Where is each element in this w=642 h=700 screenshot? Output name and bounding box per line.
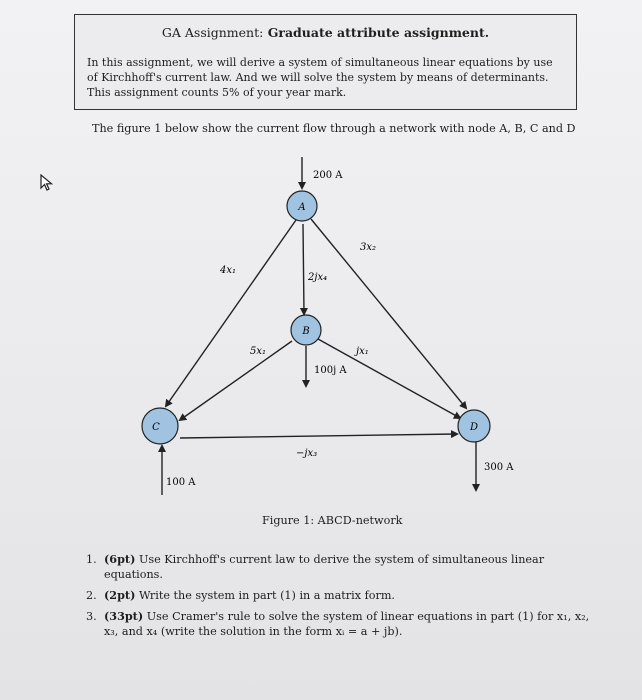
branch-A-B — [303, 224, 304, 314]
label-in-C: 100 A — [166, 477, 196, 488]
branch-C-D — [180, 434, 457, 438]
label-branch-BC: 5x₁ — [250, 346, 267, 357]
svg-text:C: C — [152, 422, 160, 433]
question-item — [86, 588, 606, 603]
question-text: Use Cramer's rule to solve the system of linear equations in part (1) for x₁, x₂, x₃, and x₄ (write the solution in the form xᵢ = a + jb). — [104, 610, 590, 638]
assignment-title-lead: GA Assignment: — [161, 25, 264, 40]
question-points: (6pt) — [104, 552, 136, 566]
node-A — [287, 191, 317, 221]
svg-text:A: A — [298, 202, 306, 213]
assignment-description: In this assignment, we will derive a system of simultaneous linear equations by use of Kirchhoff's current law. And we will solve the system by means of determinants. This assignment counts 5% of your year mark. — [87, 56, 553, 99]
question-list — [86, 552, 606, 645]
label-out-D: 300 A — [484, 462, 514, 473]
question-number: 3. — [86, 610, 97, 623]
svg-text:D: D — [469, 422, 479, 433]
branch-A-C — [166, 220, 296, 406]
question-item — [86, 609, 606, 639]
label-branch-CD: −jx₃ — [296, 448, 318, 459]
branch-B-D — [318, 339, 460, 418]
label-branch-AB: 2jx₄ — [308, 272, 328, 283]
question-number: 2. — [86, 589, 97, 602]
label-branch-BD: jx₁ — [356, 346, 369, 357]
question-item — [86, 552, 606, 582]
label-branch-AD: 3x₂ — [360, 242, 377, 253]
branch-B-C — [180, 341, 292, 420]
svg-text:B: B — [302, 326, 310, 337]
question-points: (2pt) — [104, 588, 136, 602]
question-text: Use Kirchhoff's current law to derive the system of simultaneous linear equations. — [104, 553, 545, 581]
node-D — [458, 410, 490, 442]
question-text: Write the system in part (1) in a matrix form. — [138, 589, 395, 602]
assignment-title-rest: Graduate attribute assignment. — [267, 25, 490, 40]
label-out-B: 100j A — [314, 365, 347, 376]
label-branch-AC: 4x₁ — [220, 265, 237, 276]
figure-caption: Figure 1: ABCD-network — [262, 514, 403, 527]
label-in-A: 200 A — [313, 170, 343, 181]
node-B — [291, 315, 321, 345]
question-number: 1. — [86, 553, 97, 566]
branch-A-D — [311, 219, 466, 408]
node-C — [142, 408, 178, 444]
question-points: (33pt) — [104, 609, 144, 623]
figure-intro-text: The figure 1 below show the current flow through a network with node A, B, C and D — [92, 122, 576, 135]
